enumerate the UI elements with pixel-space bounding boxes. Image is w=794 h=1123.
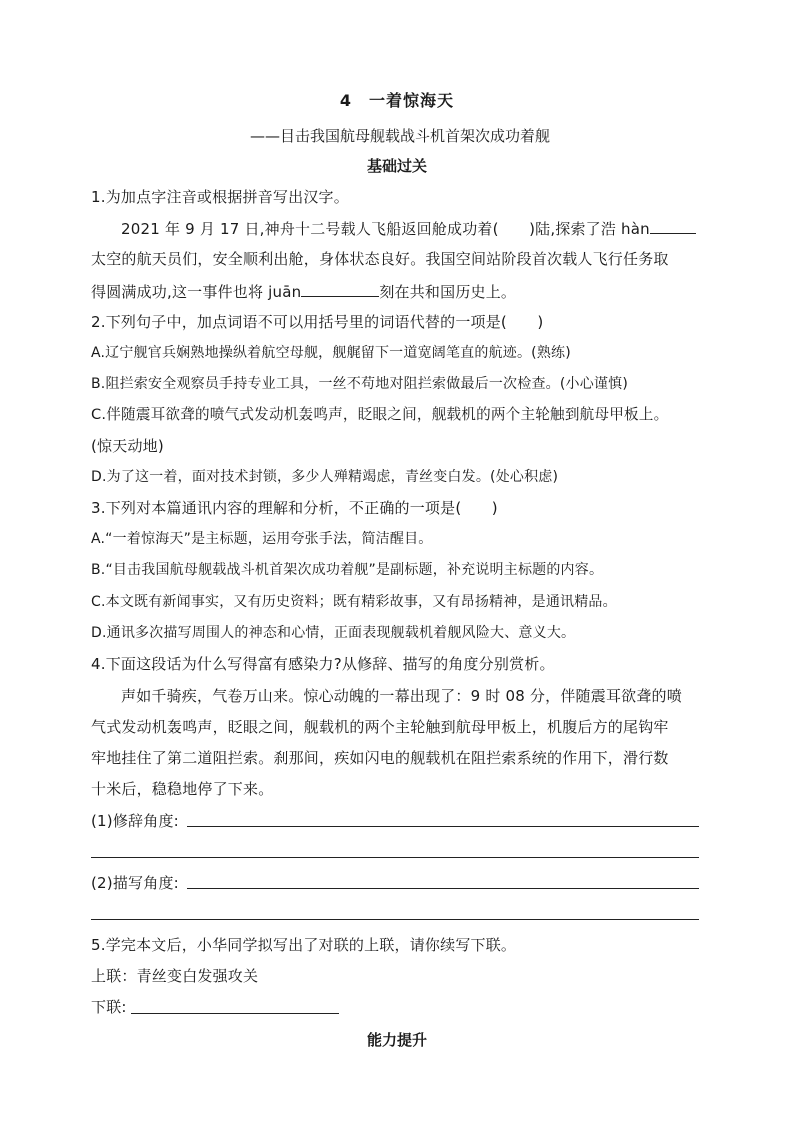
question-1-passage-line-2: 太空的航天员们，安全顺利出舱，身体状态良好。我国空间站阶段首次载人飞行任务取 (91, 250, 669, 268)
question-5-stem: 5.学完本文后，小华同学拟写出了对联的上联，请你续写下联。 (91, 936, 517, 954)
question-4-passage-line-1: 声如千骑疾，气卷万山来。惊心动魄的一幕出现了：9 时 08 分，伴随震耳欲聋的喷 (121, 687, 682, 705)
description-answer-line-2[interactable] (91, 919, 699, 920)
question-2-option-c[interactable]: C.伴随震耳欲聋的喷气式发动机轰鸣声，眨眼之间，舰载机的两个主轮触到航母甲板上。 (91, 406, 669, 423)
section-heading-advanced: 能力提升 (366, 1031, 427, 1049)
question-2-option-b[interactable]: B.阻拦索安全观察员手持专业工具，一丝不苟地对阻拦索做最后一次检查。(小心谨慎) (91, 376, 628, 392)
rhetoric-answer-line-2[interactable] (91, 857, 699, 858)
question-3-option-b[interactable]: B.“目击我国航母舰载战斗机首架次成功着舰”是副标题，补充说明主标题的内容。 (91, 562, 604, 578)
answer-blank-han[interactable] (650, 218, 696, 234)
question-4-passage-line-3: 牢地挂住了第二道阻拦索。刹那间，疾如闪电的舰载机在阻拦索系统的作用下，滑行数 (91, 749, 669, 767)
question-3-stem: 3.下列对本篇通讯内容的理解和分析，不正确的一项是( ) (91, 499, 498, 517)
question-2-stem: 2.下列句子中，加点词语不可以用括号里的词语代替的一项是( ) (91, 313, 544, 331)
couplet-lower-label: 下联: (91, 998, 127, 1016)
question-4-stem: 4.下面这段话为什么写得富有感染力?从修辞、描写的角度分别赏析。 (91, 655, 555, 673)
description-answer-line-1[interactable] (187, 888, 699, 889)
question-3-option-d[interactable]: D.通讯多次描写周围人的神态和心情，正面表现舰载机着舰风险大、意义大。 (91, 625, 576, 641)
couplet-lower-answer-line[interactable] (131, 1013, 339, 1014)
question-4-passage-line-2: 气式发动机轰鸣声，眨眼之间，舰载机的两个主轮触到航母甲板上，机腹后方的尾钩牢 (91, 718, 669, 736)
description-answer-label: (2)描写角度: (91, 874, 179, 892)
question-1-passage-line-1: 2021 年 9 月 17 日,神舟十二号载人飞船返回舱成功着( )陆,探索了浩 hàn (121, 218, 741, 239)
question-3-option-c[interactable]: C.本文既有新闻事实，又有历史资料；既有精彩故事，又有昂扬精神，是通讯精品。 (91, 594, 617, 610)
question-1-stem: 1.为加点字注音或根据拼音写出汉字。 (91, 188, 349, 206)
couplet-upper-line: 上联：青丝变白发强攻关 (91, 967, 259, 985)
section-heading-basic: 基础过关 (366, 157, 427, 175)
page-title: 4 一着惊海天 (339, 91, 455, 110)
answer-blank-juan[interactable] (301, 281, 379, 297)
rhetoric-answer-line-1[interactable] (187, 826, 699, 827)
question-1-passage-line-3: 得圆满成功,这一事件也将 juān 刻在共和国历史上。 (91, 283, 517, 301)
question-4-passage-line-4: 十米后，稳稳地停了下来。 (91, 780, 274, 798)
rhetoric-answer-label: (1)修辞角度: (91, 812, 179, 830)
question-2-option-d[interactable]: D.为了这一着，面对技术封锁，多少人殚精竭虑，青丝变白发。(处心积虑) (91, 469, 559, 485)
question-2-option-a[interactable]: A.辽宁舰官兵娴熟地操纵着航空母舰，舰艉留下一道宽阔笔直的航迹。(熟练) (91, 345, 571, 361)
page-subtitle: ——目击我国航母舰载战斗机首架次成功着舰 (250, 127, 551, 145)
question-3-option-a[interactable]: A.“一着惊海天”是主标题，运用夸张手法，简洁醒目。 (91, 531, 433, 547)
question-2-option-c-continued: (惊天动地) (91, 437, 164, 455)
